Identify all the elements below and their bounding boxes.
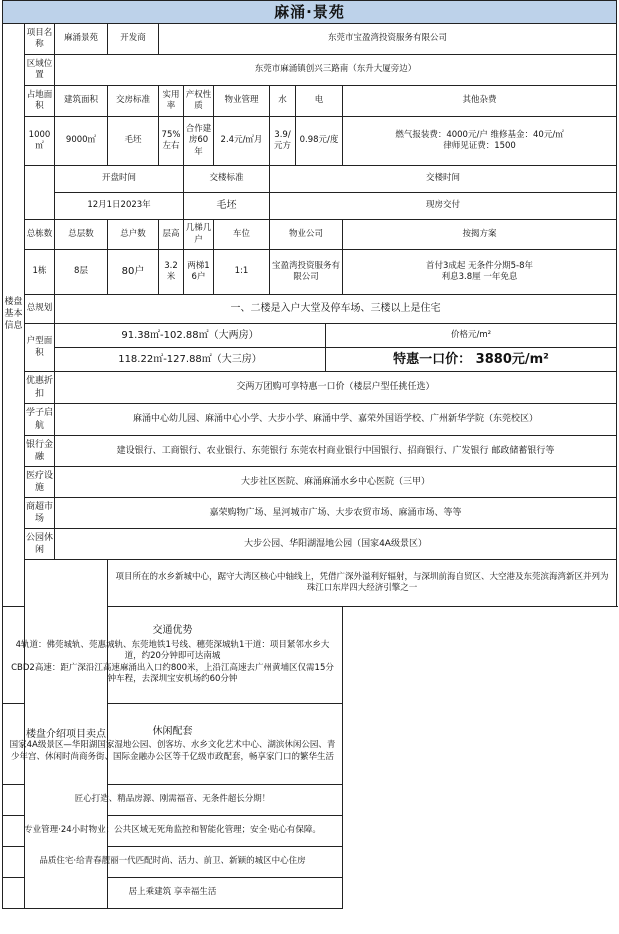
bank-value: 建设银行、工商银行、农业银行、东莞银行 东莞农村商业银行中国银行、招商银行、广发银行 邮政储蓄银行等	[55, 436, 617, 467]
discount-value: 交两万团购可享特惠一口价（楼层户型任挑任选）	[55, 372, 617, 404]
building-value: 两梯16户	[184, 250, 214, 295]
developer: 东莞市宝盈湾投资服务有限公司	[159, 24, 617, 55]
spec-value: 毛坯	[108, 117, 159, 166]
intro-location: 项目所在的水乡新城中心，踞守大湾区核心中轴线上，凭借广深外溢利好辐射，与深圳前海自贸区、大空港及东莞滨海湾新区并列为珠江口东岸四大经济引擎之一	[108, 560, 617, 607]
opening-time-label: 开盘时间	[55, 166, 184, 193]
building-value: 1栋	[25, 250, 55, 295]
blank-cell	[25, 166, 55, 220]
spec-value: 3.9/元方	[270, 117, 296, 166]
selling-point: 品质住宅·给青春靓丽一代匹配时尚、活力、前卫、新颖的城区中心住房	[3, 847, 343, 878]
selling-point: 专业管理·24小时物业；公共区域无死角监控和智能化管理；安全·贴心有保障。	[3, 816, 343, 847]
project-name-label: 项目名称	[25, 24, 55, 55]
page-title: 麻涌·景苑	[3, 1, 617, 24]
spec-header: 建筑面积	[55, 86, 108, 117]
spec-header: 产权性质	[184, 86, 214, 117]
spec-value: 1000㎡	[25, 117, 55, 166]
building-header: 几梯几户	[184, 220, 214, 250]
transport-block	[3, 607, 343, 704]
medical-label: 医疗设施	[25, 467, 55, 498]
spec-value: 2.4元/㎡月	[214, 117, 270, 166]
building-header: 按揭方案	[343, 220, 617, 250]
property-company: 宝盈湾投资服务有限公司	[270, 250, 343, 295]
market-label: 商超市场	[25, 498, 55, 529]
special-price: 特惠一口价： 3880元/m²	[326, 348, 617, 372]
unit-type-three-bed: 118.22㎡-127.88㎡（大三房）	[55, 348, 326, 372]
selling-point: 匠心打造、精品房源、刚需福音、无条件超长分期！	[3, 785, 343, 816]
other-fees	[343, 117, 617, 166]
handover-standard: 毛坯	[184, 193, 270, 220]
market-value: 嘉荣购物广场、星河城市广场、大步农贸市场、麻涌市场、等等	[55, 498, 617, 529]
spec-header: 实用率	[159, 86, 184, 117]
location-label: 区域位置	[25, 55, 55, 86]
building-value: 80户	[108, 250, 159, 295]
project-name: 麻涌景苑	[55, 24, 108, 55]
spec-value: 9000㎡	[55, 117, 108, 166]
building-value: 8层	[55, 250, 108, 295]
spec-header: 交房标准	[108, 86, 159, 117]
footer-slogan: 居上乘建筑 享幸福生活	[3, 878, 343, 909]
price-label: 价格元/m²	[326, 324, 617, 348]
handover-time: 现房交付	[270, 193, 617, 220]
spec-header: 其他杂费	[343, 86, 617, 117]
intro-side-label: 楼盘介绍项目卖点	[25, 560, 108, 909]
opening-time: 12月1日2023年	[55, 193, 184, 220]
building-header: 总层数	[55, 220, 108, 250]
basic-info-side-label: 楼盘基本信息	[3, 24, 25, 607]
medical-value: 大步社区医院、麻涌麻涌水乡中心医院（三甲）	[55, 467, 617, 498]
plan-label: 总规划	[25, 295, 55, 324]
mortgage-line: 利息3.8厘 一年免息	[441, 272, 518, 282]
fees-line: 燃气报装费：4000元/户 维修基金：40元/㎡	[395, 129, 564, 140]
school-value: 麻涌中心幼儿园、麻涌中心小学、大步小学、麻涌中学、嘉荣外国语学校、广州新华学院（东莞校区）	[55, 404, 617, 436]
location: 东莞市麻涌镇创兴三路南（东升大厦旁边）	[55, 55, 617, 86]
bank-label: 银行金融	[25, 436, 55, 467]
spec-header: 电	[296, 86, 343, 117]
spec-header: 水	[270, 86, 296, 117]
handover-time-label: 交楼时间	[270, 166, 617, 193]
discount-label: 优惠折扣	[25, 372, 55, 404]
property-info-table	[2, 0, 617, 909]
fees-line: 律师见证费：1500	[443, 141, 516, 151]
transport-title: 交通优势	[152, 625, 193, 637]
park-value: 大步公园、华阳湖湿地公园（国家4A级景区）	[55, 529, 617, 560]
plan-value: 一、二楼是入户大堂及停车场、三楼以上是住宅	[55, 295, 617, 324]
mortgage-line: 首付3成起 无条件分期5-8年	[426, 260, 533, 271]
leisure-text: 国家4A级景区—华阳湖国家湿地公园、创客坊、水乡文化艺术中心、湖滨休闲公园、青少年宫、休闲时尚商务街、国际金融办公区等千亿级市政配套，畅享家门口的繁华生活	[9, 740, 336, 762]
building-header: 车位	[214, 220, 270, 250]
leisure-title: 休闲配套	[152, 725, 193, 737]
school-label: 学子启航	[25, 404, 55, 436]
mortgage-plan	[343, 250, 617, 295]
building-value: 1:1	[214, 250, 270, 295]
area-label: 户型面积	[25, 324, 55, 372]
spec-value: 75%左右	[159, 117, 184, 166]
building-header: 物业公司	[270, 220, 343, 250]
transport-line: 4轨道：佛莞城轨、莞惠城轨、东莞地铁1号线、穗莞深城轨1干道：项目紧邻水乡大道，约20分钟即可达南城	[15, 639, 330, 662]
spec-value: 合作建房60年	[184, 117, 214, 166]
developer-label: 开发商	[108, 24, 159, 55]
leisure-block	[3, 704, 343, 785]
building-value: 3.2米	[159, 250, 184, 295]
building-header: 总栋数	[25, 220, 55, 250]
transport-line: CBD2高速：距广深沿江高速麻涌出入口约800米，上沿江高速去广州黄埔区仅需15分钟车程，去深圳宝安机场约60分钟	[11, 662, 334, 685]
building-header: 层高	[159, 220, 184, 250]
handover-standard-label: 交楼标准	[184, 166, 270, 193]
unit-type-two-bed: 91.38㎡-102.88㎡（大两房）	[55, 324, 326, 348]
spec-header: 物业管理	[214, 86, 270, 117]
spec-value: 0.98元/度	[296, 117, 343, 166]
building-header: 总户数	[108, 220, 159, 250]
spec-header: 占地面积	[25, 86, 55, 117]
park-label: 公园休闲	[25, 529, 55, 560]
